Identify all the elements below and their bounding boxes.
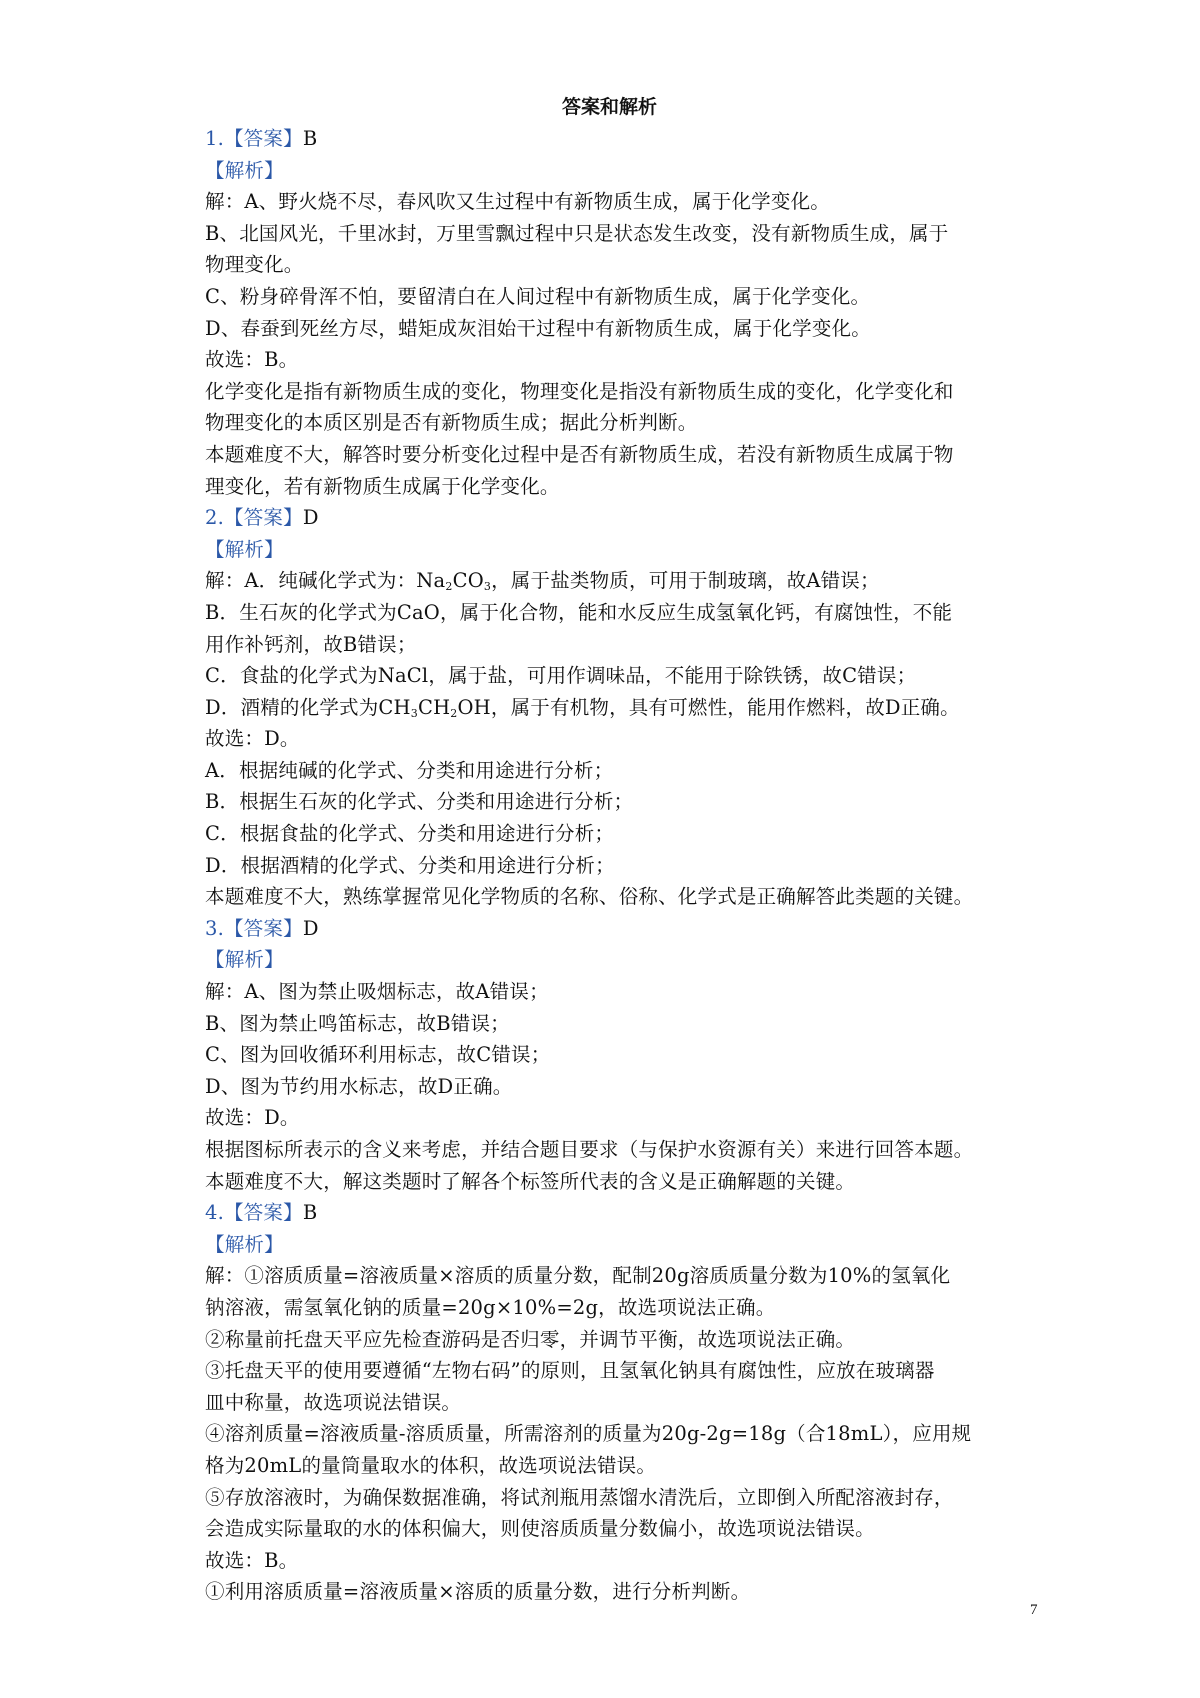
q1-answer-line [205,123,1020,155]
q2-line-formula-ethanol [205,692,1020,724]
q3-analysis-tag [205,944,1020,976]
q1-line: D、春蚕到死丝方尽，蜡矩成灰泪始干过程中有新物质生成，属于化学变化。 [205,316,871,340]
q3-line: 故选：D。 [205,1106,300,1130]
q2-line5-part-b: CH [417,695,451,719]
q2-answer: D [302,506,319,530]
q2-number: 2. [205,506,225,530]
q1-line: B、北国风光，千里冰封，万里雪飘过程中只是状态发生改变，没有新物质生成，属于 [205,221,949,245]
q1-line: 故选：B。 [205,348,299,372]
q3-line: B、图为禁止鸣笛标志，故B错误； [205,1011,510,1035]
q1-line: 本题难度不大，解答时要分析变化过程中是否有新物质生成，若没有新物质生成属于物 [205,442,954,466]
q2-line5-subscript-2: 2 [450,706,458,720]
q4-line: ①利用溶质质量=溶液质量×溶质的质量分数，进行分析判断。 [205,1580,751,1604]
q4-line: 会造成实际量取的水的体积偏大，则使溶质质量分数偏小，故选项说法错误。 [205,1517,875,1541]
q4-line: ④溶剂质量=溶液质量-溶质质量，所需溶剂的质量为20g-2g=18g（合18mL），应用规 [205,1422,972,1446]
q4-line: 故选：B。 [205,1548,299,1572]
q1-line: C、粉身碎骨浑不怕，要留清白在人间过程中有新物质生成，属于化学变化。 [205,284,871,308]
q1-line: 物理变化的本质区别是否有新物质生成；据此分析判断。 [205,411,698,435]
q4-line: 皿中称量，故选项说法错误。 [205,1390,462,1414]
q2-line: B．生石灰的化学式为CaO，属于化合物，能和水反应生成氢氧化钙，有腐蚀性，不能 [205,600,953,624]
q3-line: 本题难度不大，解这类题时了解各个标签所代表的含义是正确解题的关键。 [205,1169,856,1193]
q3-analysis-label: 【解析】 [205,948,284,972]
q3-line: D、图为节约用水标志，故D正确。 [205,1074,513,1098]
q2-answer-line [205,502,1020,534]
q4-analysis-label: 【解析】 [205,1232,284,1256]
q2-line: C．根据食盐的化学式、分类和用途进行分析； [205,822,615,846]
page-title: 答案和解析 [561,96,657,118]
q4-answer-line [205,1197,1020,1229]
q4-line: 钠溶液，需氢氧化钠的质量=20g×10%=2g，故选项说法正确。 [205,1295,776,1319]
q1-analysis-tag [205,155,1020,187]
q3-number: 3. [205,916,225,940]
q1-number: 1. [205,127,225,150]
q2-line1-part-c: ，属于盐类物质，可用于制玻璃，故A错误； [491,569,880,593]
q3-line: 解：A、图为禁止吸烟标志，故A错误； [205,980,549,1004]
q2-line: C．食盐的化学式为NaCl，属于盐，可用作调味品，不能用于除铁锈，故C错误； [205,664,917,688]
q2-line1-subscript-1: 2 [445,580,453,594]
q3-line: 根据图标所表示的含义来考虑，并结合题目要求（与保护水资源有关）来进行回答本题。 [205,1138,974,1161]
q2-line5-part-a: D．酒精的化学式为CH [205,695,411,719]
q4-line: ③托盘天平的使用要遵循“左物右码”的原则，且氢氧化钠具有腐蚀性，应放在玻璃器 [205,1359,935,1383]
q1-line: 解：A、野火烧不尽，春风吹又生过程中有新物质生成，属于化学变化。 [205,190,830,214]
q2-line: B．根据生石灰的化学式、分类和用途进行分析； [205,790,634,814]
q3-answer-line [205,913,1020,945]
q2-line5-part-c: OH，属于有机物，具有可燃性，能用作燃料，故D正确。 [457,695,960,719]
q2-line-formula-na2co3 [205,565,1020,597]
q4-answer: B [302,1201,318,1225]
q1-answer: B [302,127,318,150]
q2-analysis-tag [205,534,1020,566]
q4-analysis-tag [205,1229,1020,1261]
q4-number: 4. [205,1201,225,1225]
q4-line: 解：①溶质质量=溶液质量×溶质的质量分数，配制20g溶质质量分数为10%的氢氧化 [205,1264,951,1288]
q3-answer: D [302,916,319,940]
q1-line: 化学变化是指有新物质生成的变化，物理变化是指没有新物质生成的变化，化学变化和 [205,379,954,403]
q1-line: 理变化，若有新物质生成属于化学变化。 [205,474,560,498]
q2-line: D．根据酒精的化学式、分类和用途进行分析； [205,853,615,877]
q2-line: A．根据纯碱的化学式、分类和用途进行分析； [205,758,614,782]
q3-answer-tag: 【答案】 [224,916,303,940]
q2-analysis-label: 【解析】 [205,537,284,561]
q2-line: 用作补钙剂，故B错误； [205,632,417,656]
q1-answer-tag: 【答案】 [224,127,303,150]
q2-line: 本题难度不大，熟练掌握常见化学物质的名称、俗称、化学式是正确解答此类题的关键。 [205,885,974,909]
q2-line: 故选：D。 [205,727,300,751]
q4-answer-tag: 【答案】 [224,1201,303,1225]
q4-line: ②称量前托盘天平应先检查游码是否归零，并调节平衡，故选项说法正确。 [205,1327,856,1351]
q4-line: ⑤存放溶液时，为确保数据准确，将试剂瓶用蒸馏水清洗后，立即倒入所配溶液封存， [205,1485,954,1509]
document-content [205,92,1020,1608]
q2-line5-subscript-1: 3 [410,706,418,720]
page-number: 7 [1030,1602,1038,1618]
q1-line: 物理变化。 [205,253,304,277]
q1-analysis-label: 【解析】 [205,158,284,182]
q2-line1-subscript-2: 3 [483,580,492,594]
q4-line: 格为20mL的量筒量取水的体积，故选项说法错误。 [205,1453,657,1477]
q2-answer-tag: 【答案】 [224,506,303,530]
q2-line1-part-a: 解：A．纯碱化学式为：Na [205,569,446,593]
q3-line: C、图为回收循环利用标志，故C错误； [205,1043,551,1067]
q2-line1-part-b: CO [452,569,484,593]
